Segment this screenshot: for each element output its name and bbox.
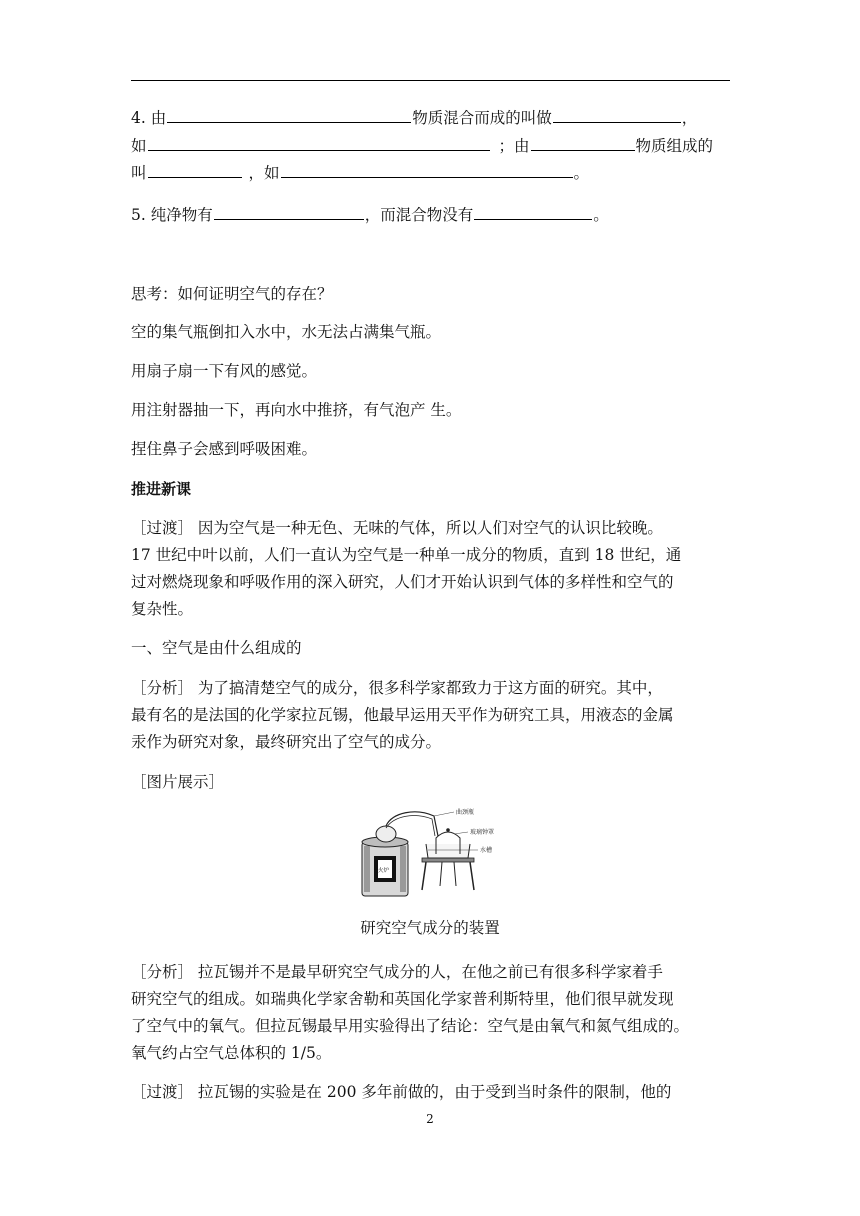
analysis2-line-3: 了空气中的氧气。但拉瓦锡最早用实验得出了结论：空气是由氧气和氮气组成的。 [131, 1017, 690, 1035]
transition1-line-1: ［过渡］ 因为空气是一种无色、无味的气体，所以人们对空气的认识比较晚。 [131, 519, 663, 537]
q4-text: ；由 [498, 137, 530, 155]
q4-text: 物质混合而成的叫做 [412, 109, 552, 127]
fill-blank[interactable] [531, 134, 635, 151]
transition2-line-1: ［过渡］ 拉瓦锡的实验是在 200 多年前做的，由于受到当时条件的限制，他的 [131, 1083, 672, 1101]
think-line-2: 用扇子扇一下有风的感觉。 [131, 362, 318, 380]
q4-text: ， [681, 109, 698, 127]
lavoisier-apparatus-figure [356, 806, 512, 898]
analysis1-line-3: 汞作为研究对象，最终研究出了空气的成分。 [131, 733, 442, 751]
fill-blank[interactable] [553, 106, 681, 123]
picture-show-label: ［图片展示］ [131, 773, 225, 791]
q4-text: 叫 [131, 164, 147, 182]
transition1-line-4: 复杂性。 [131, 600, 194, 618]
q4-text: 物质组成的 [635, 137, 714, 155]
question-4-line-3 [131, 161, 589, 183]
q4-text: ，如 [248, 164, 280, 182]
fill-blank[interactable] [167, 106, 411, 123]
question-4-line-2 [131, 134, 713, 156]
analysis2-line-2: 研究空气的组成。如瑞典化学家舍勒和英国化学家普利斯特里，他们很早就发现 [131, 990, 674, 1008]
analysis1-line-2: 最有名的是法国的化学家拉瓦锡，他最早运用天平作为研究工具，用液态的金属 [131, 706, 674, 724]
q4-text: 4. 由 [131, 109, 167, 127]
think-title: 思考：如何证明空气的存在？ [131, 285, 333, 303]
analysis2-line-1: ［分析］ 拉瓦锡并不是最早研究空气成分的人，在他之前已有很多科学家着手 [131, 963, 663, 981]
question-5-line [131, 203, 609, 225]
question-4-line-1 [131, 106, 697, 128]
analysis2-line-4: 氧气约占空气总体积的 1/5。 [131, 1044, 332, 1062]
fill-blank[interactable] [474, 203, 592, 220]
think-line-4: 捏住鼻子会感到呼吸困难。 [131, 440, 318, 458]
page-number: 2 [426, 1112, 434, 1126]
q4-text: 。 [573, 164, 590, 182]
q5-text: 。 [593, 206, 609, 224]
header-rule [131, 80, 730, 81]
label-bell-jar: 玻璃钟罩 [470, 829, 495, 836]
fill-blank[interactable] [148, 161, 242, 178]
transition1-line-2: 17 世纪中叶以前，人们一直认为空气是一种单一成分的物质，直到 18 世纪，通 [131, 546, 682, 564]
subheading-1: 一、空气是由什么组成的 [131, 639, 302, 657]
figure-caption: 研究空气成分的装置 [360, 919, 500, 937]
fill-blank[interactable] [148, 134, 490, 151]
fill-blank[interactable] [214, 203, 364, 220]
analysis1-line-1: ［分析］ 为了搞清楚空气的成分，很多科学家都致力于这方面的研究。其中， [131, 679, 663, 697]
q4-text: 如 [131, 137, 147, 155]
transition1-line-3: 过对燃烧现象和呼吸作用的深入研究，人们才开始认识到气体的多样性和空气的 [131, 573, 674, 591]
q5-text: 5. 纯净物有 [131, 206, 213, 224]
q5-text: ，而混合物没有 [364, 206, 474, 224]
label-flask: 曲颈瓶 [456, 809, 475, 816]
fill-blank[interactable] [281, 161, 573, 178]
label-furnace: 火炉 [378, 868, 390, 874]
label-trough: 水槽 [480, 847, 493, 854]
think-line-3: 用注射器抽一下，再向水中推挤，有气泡产 生。 [131, 401, 462, 419]
think-line-1: 空的集气瓶倒扣入水中，水无法占满集气瓶。 [131, 323, 442, 341]
section-heading: 推进新课 [131, 480, 192, 498]
